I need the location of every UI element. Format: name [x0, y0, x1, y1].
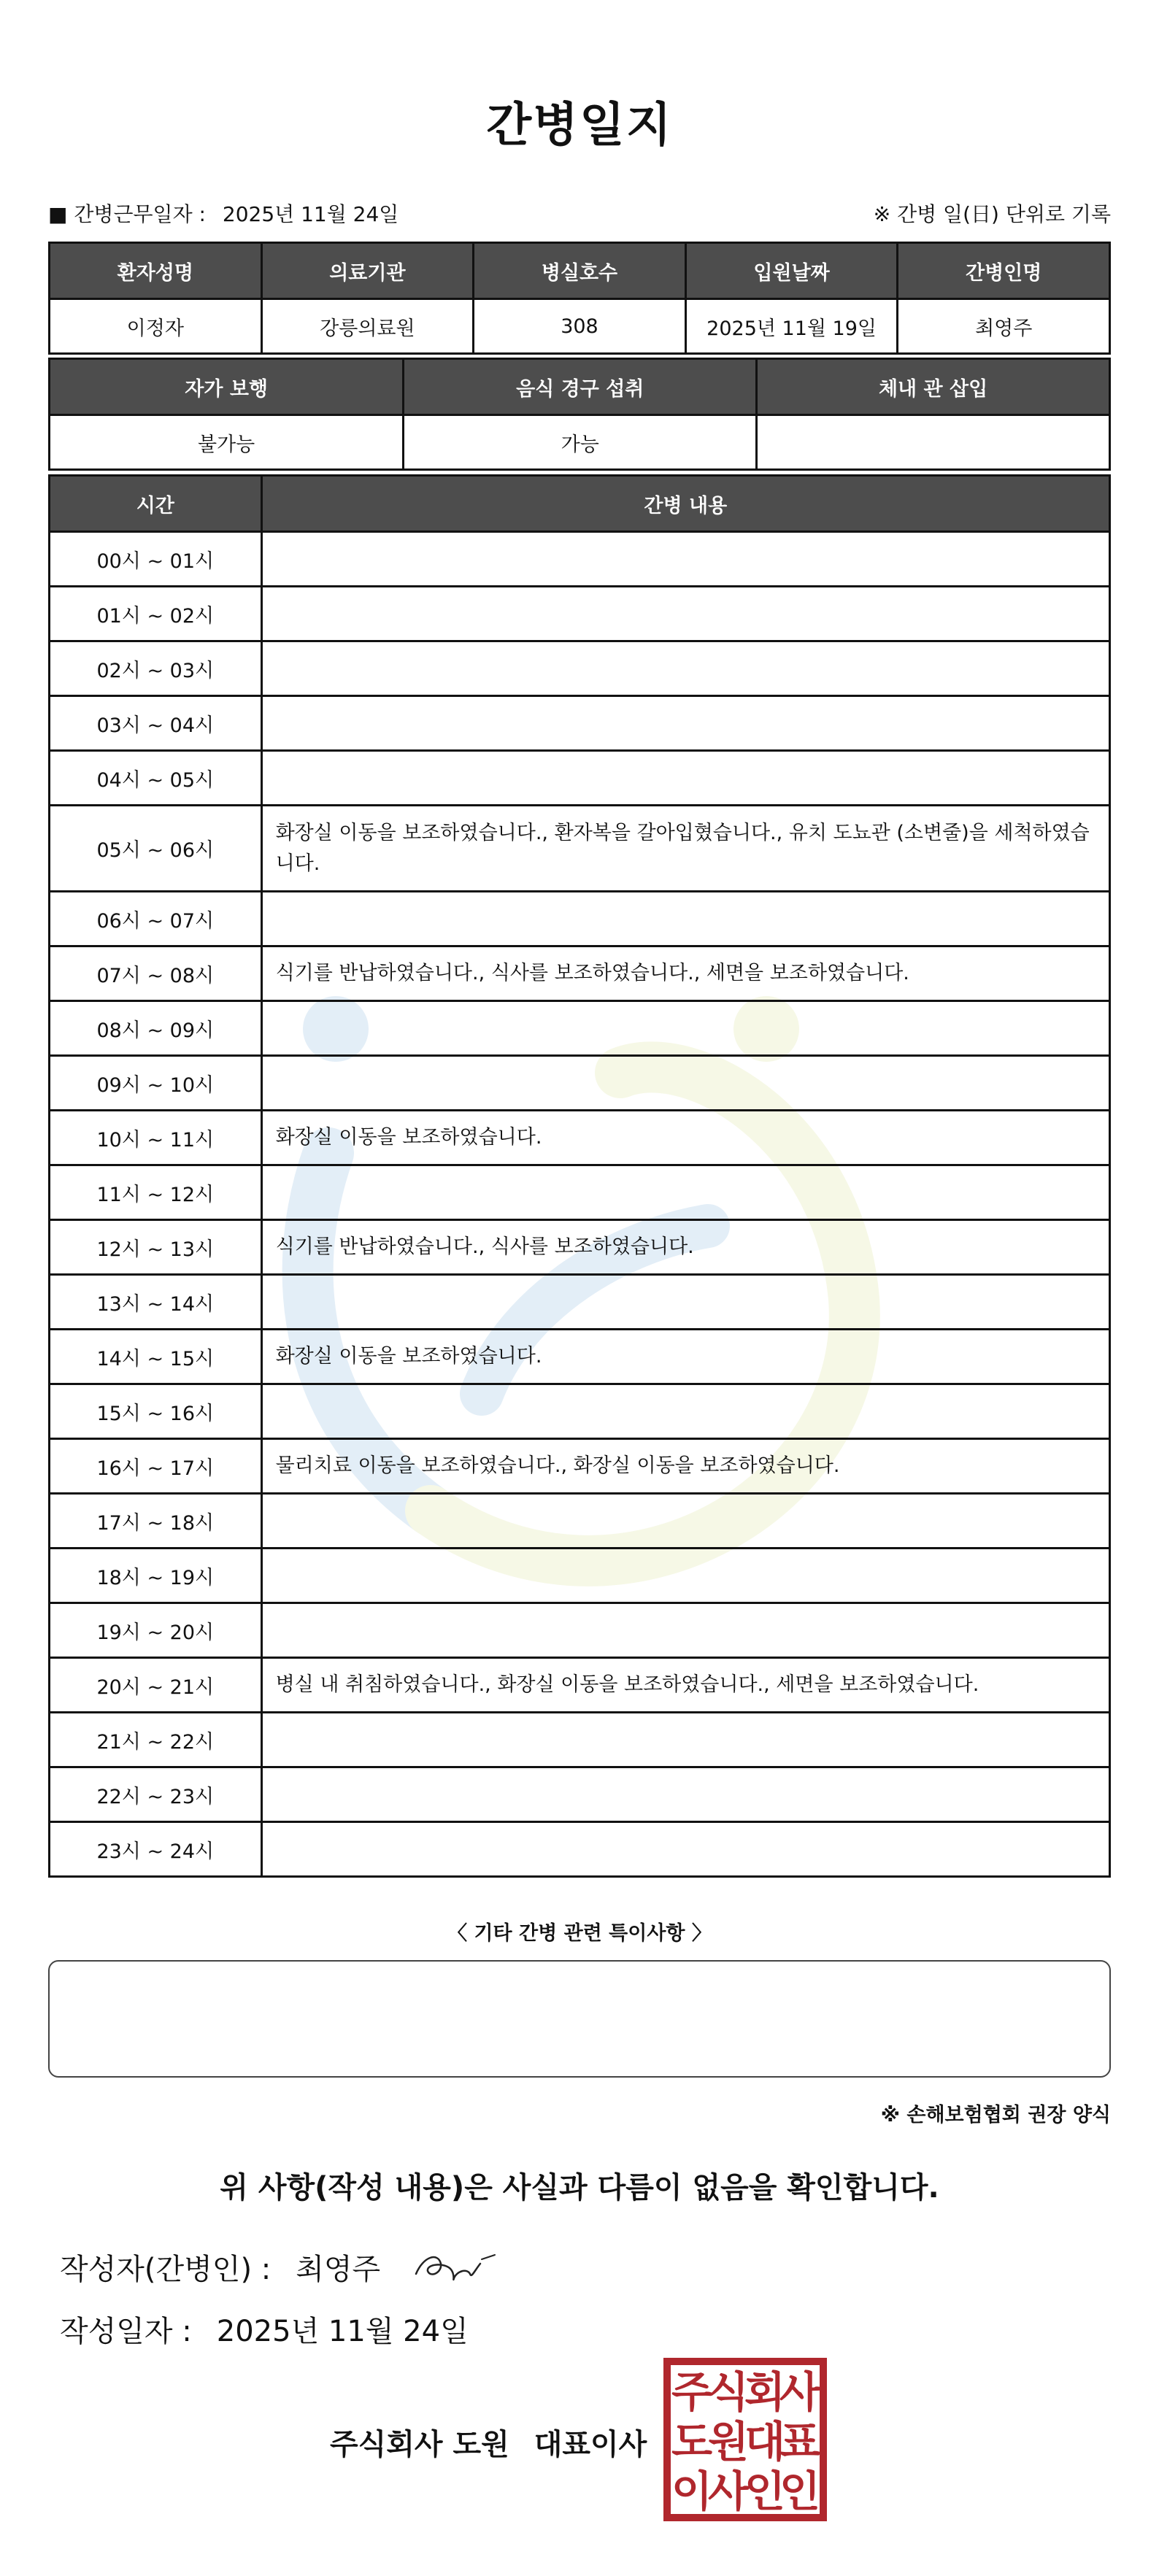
form-note: ※ 손해보험협회 권장 양식 — [880, 2104, 1111, 2126]
care-log-content — [261, 751, 1109, 806]
company-line — [330, 2421, 647, 2463]
writer-label: 작성자(간병인) : — [60, 2253, 272, 2286]
svg-text:도: 도 — [671, 2417, 713, 2467]
patient-status-table — [48, 358, 1111, 471]
writer-name: 최영주 — [296, 2253, 381, 2286]
care-log-time: 19시 ~ 20시 — [50, 1603, 262, 1658]
header-admission-date: 입원날짜 — [685, 243, 898, 299]
svg-text:이: 이 — [671, 2467, 713, 2516]
svg-text:인: 인 — [779, 2467, 821, 2516]
care-log-time: 09시 ~ 10시 — [50, 1056, 262, 1111]
care-log-content — [261, 1713, 1109, 1767]
care-log-row — [50, 1658, 1110, 1713]
care-log-time: 08시 ~ 09시 — [50, 1001, 262, 1056]
care-log-row — [50, 1822, 1110, 1877]
care-log-time: 04시 ~ 05시 — [50, 751, 262, 806]
care-log-time: 21시 ~ 22시 — [50, 1713, 262, 1767]
care-log-time: 10시 ~ 11시 — [50, 1111, 262, 1165]
svg-text:원: 원 — [707, 2417, 750, 2467]
care-log-row — [50, 1165, 1110, 1220]
care-log-time: 14시 ~ 15시 — [50, 1330, 262, 1384]
care-log-time: 03시 ~ 04시 — [50, 696, 262, 751]
care-log-row — [50, 1603, 1110, 1658]
care-log-row — [50, 587, 1110, 641]
care-log-row — [50, 892, 1110, 946]
work-date-value: 2025년 11월 24일 — [222, 202, 399, 226]
confirmation-statement: 위 사항(작성 내용)은 사실과 다름이 없음을 확인합니다. — [220, 2171, 939, 2205]
care-log-time: 23시 ~ 24시 — [50, 1822, 262, 1877]
tube-insertion — [757, 415, 1110, 470]
care-log-row — [50, 1330, 1110, 1384]
care-log-content: 물리치료 이동을 보조하였습니다., 화장실 이동을 보조하였습니다. — [261, 1439, 1109, 1494]
care-log-row — [50, 806, 1110, 892]
svg-text:인: 인 — [744, 2467, 786, 2516]
care-log-time: 01시 ~ 02시 — [50, 587, 262, 641]
patient-name: 이정자 — [50, 299, 262, 354]
care-log-row — [50, 1713, 1110, 1767]
care-log-content — [261, 641, 1109, 696]
oral-intake: 가능 — [404, 415, 757, 470]
care-log-row — [50, 1494, 1110, 1549]
signature-image — [409, 2242, 504, 2288]
patient-info-table — [48, 242, 1111, 355]
special-notes-box — [48, 1960, 1111, 2078]
care-log-time: 02시 ~ 03시 — [50, 641, 262, 696]
care-log-content: 화장실 이동을 보조하였습니다. — [261, 1111, 1109, 1165]
self-walking: 불가능 — [50, 415, 404, 470]
care-log-content — [261, 1001, 1109, 1056]
care-log-row — [50, 1111, 1110, 1165]
care-log-row — [50, 1001, 1110, 1056]
care-log-time: 00시 ~ 01시 — [50, 532, 262, 587]
care-log-time: 22시 ~ 23시 — [50, 1767, 262, 1822]
date-line — [60, 2308, 469, 2350]
special-notes-heading: 〈 기타 간병 관련 특이사항 〉 — [447, 1922, 712, 1945]
care-log-content — [261, 1384, 1109, 1439]
care-log-row — [50, 946, 1110, 1001]
header-self-walking: 자가 보행 — [50, 359, 404, 415]
care-log-row — [50, 532, 1110, 587]
care-log-content — [261, 1165, 1109, 1220]
room-number: 308 — [474, 299, 686, 354]
care-log-table — [48, 474, 1111, 1878]
care-log-content — [261, 1549, 1109, 1603]
care-log-time: 17시 ~ 18시 — [50, 1494, 262, 1549]
care-log-content: 병실 내 취침하였습니다., 화장실 이동을 보조하였습니다., 세면을 보조하였습니다. — [261, 1658, 1109, 1713]
care-log-content — [261, 1822, 1109, 1877]
care-log-row — [50, 1384, 1110, 1439]
care-log-row — [50, 1767, 1110, 1822]
meta-row — [48, 198, 1111, 228]
care-log-content — [261, 587, 1109, 641]
care-log-time: 05시 ~ 06시 — [50, 806, 262, 892]
svg-text:회: 회 — [744, 2367, 786, 2417]
care-log-content — [261, 1603, 1109, 1658]
care-log-content — [261, 1494, 1109, 1549]
care-log-content: 식기를 반납하였습니다., 식사를 보조하였습니다. — [261, 1220, 1109, 1275]
care-log-time: 07시 ~ 08시 — [50, 946, 262, 1001]
care-log-content — [261, 1275, 1109, 1330]
care-log-time: 06시 ~ 07시 — [50, 892, 262, 946]
header-oral-intake: 음식 경구 섭취 — [404, 359, 757, 415]
company-seal-stamp — [663, 2357, 828, 2522]
date-value: 2025년 11월 24일 — [216, 2315, 469, 2348]
svg-text:사: 사 — [779, 2367, 821, 2417]
care-log-content: 식기를 반납하였습니다., 식사를 보조하였습니다., 세면을 보조하였습니다. — [261, 946, 1109, 1001]
care-log-content — [261, 892, 1109, 946]
svg-text:식: 식 — [707, 2367, 750, 2417]
care-log-time: 18시 ~ 19시 — [50, 1549, 262, 1603]
care-log-body — [50, 532, 1110, 1877]
writer-line — [60, 2246, 380, 2288]
care-log-content — [261, 532, 1109, 587]
care-log-content: 화장실 이동을 보조하였습니다. — [261, 1330, 1109, 1384]
care-log-row — [50, 1549, 1110, 1603]
hospital: 강릉의료원 — [261, 299, 474, 354]
care-log-row — [50, 1275, 1110, 1330]
svg-text:대: 대 — [744, 2417, 786, 2467]
care-log-row — [50, 751, 1110, 806]
svg-text:표: 표 — [779, 2417, 821, 2467]
header-hospital: 의료기관 — [261, 243, 474, 299]
care-log-time: 13시 ~ 14시 — [50, 1275, 262, 1330]
care-log-time: 20시 ~ 21시 — [50, 1658, 262, 1713]
care-log-content: 화장실 이동을 보조하였습니다., 환자복을 갈아입혔습니다., 유치 도뇨관 (소변줄)을 세척하였습니다. — [261, 806, 1109, 892]
admission-date: 2025년 11월 19일 — [685, 299, 898, 354]
care-log-content — [261, 1056, 1109, 1111]
header-room-number: 병실호수 — [474, 243, 686, 299]
care-log-content — [261, 696, 1109, 751]
care-log-row — [50, 696, 1110, 751]
header-time: 시간 — [50, 476, 262, 532]
page-title: 간병일지 — [486, 99, 673, 153]
svg-text:사: 사 — [707, 2467, 750, 2516]
work-date — [48, 198, 398, 228]
care-log-row — [50, 1220, 1110, 1275]
record-unit-note: ※ 간병 일(日) 단위로 기록 — [873, 202, 1111, 226]
company-name: 주식회사 도원 — [330, 2428, 509, 2461]
care-log-row — [50, 1056, 1110, 1111]
header-tube-insertion: 체내 관 삽입 — [757, 359, 1110, 415]
care-log-time: 16시 ~ 17시 — [50, 1439, 262, 1494]
representative-title: 대표이사 — [534, 2428, 647, 2461]
care-log-time: 11시 ~ 12시 — [50, 1165, 262, 1220]
work-date-label: ■ 간병근무일자 : — [48, 202, 206, 226]
care-log-time: 12시 ~ 13시 — [50, 1220, 262, 1275]
care-log-row — [50, 1439, 1110, 1494]
svg-text:주: 주 — [671, 2367, 713, 2417]
care-log-time: 15시 ~ 16시 — [50, 1384, 262, 1439]
header-caregiver-name: 간병인명 — [898, 243, 1110, 299]
care-log-content — [261, 1767, 1109, 1822]
care-log-row — [50, 641, 1110, 696]
header-care-content: 간병 내용 — [261, 476, 1109, 532]
caregiver-name: 최영주 — [898, 299, 1110, 354]
header-patient-name: 환자성명 — [50, 243, 262, 299]
date-label: 작성일자 : — [60, 2315, 192, 2348]
